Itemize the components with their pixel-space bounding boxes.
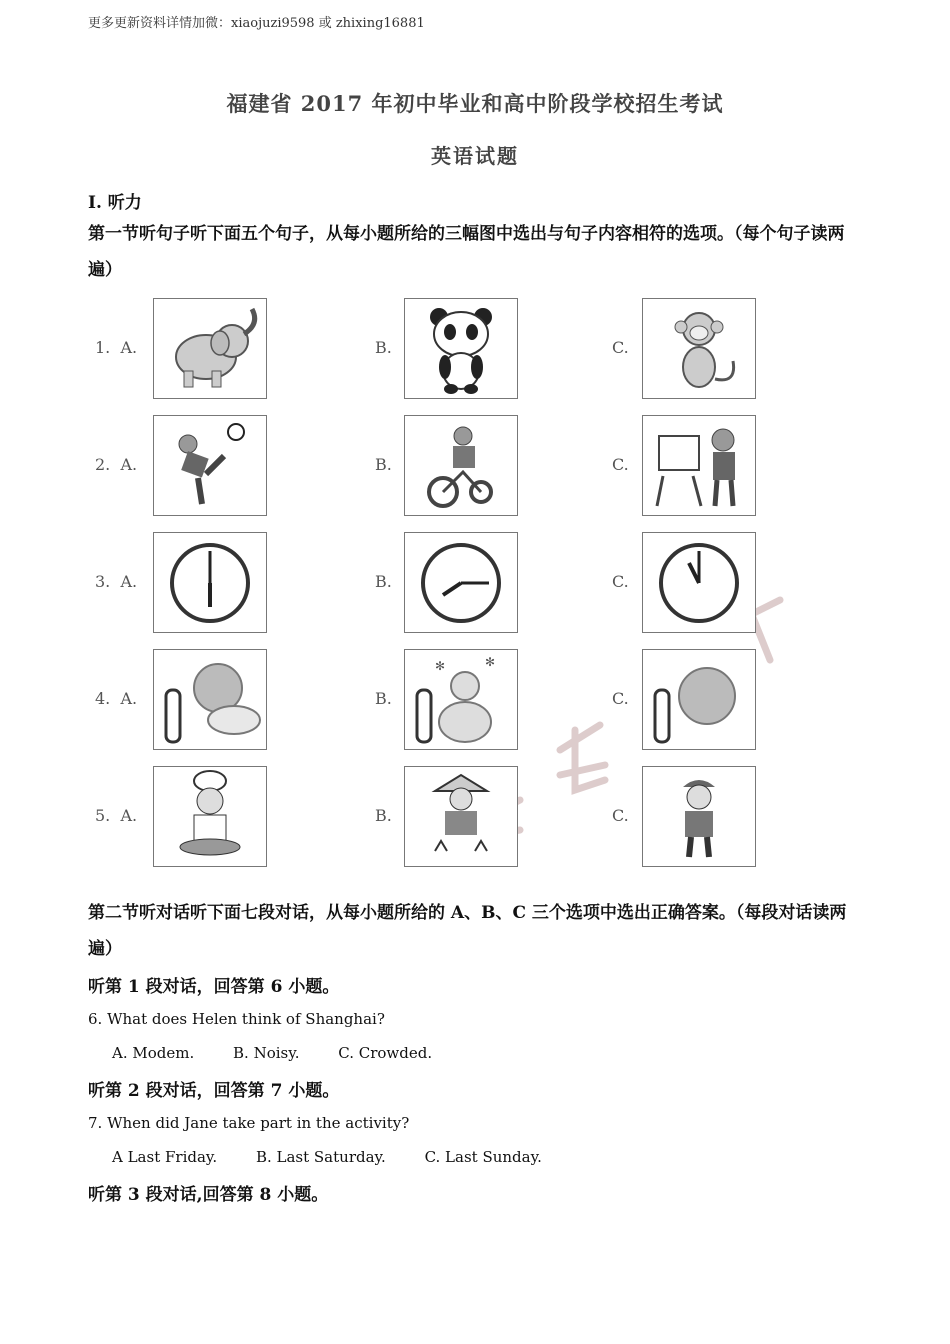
q1-option-c-monkey[interactable]	[642, 298, 756, 399]
q5-option-a-cook[interactable]	[153, 766, 267, 867]
q2-c-label: C.	[612, 455, 629, 474]
q4-option-c-sunny[interactable]	[642, 649, 756, 750]
bike-rider-icon	[405, 416, 517, 515]
q3-c-label: C.	[612, 572, 629, 591]
header-note: 更多更新资料详情加微：xiaojuzi9598 或 zhixing16881	[88, 16, 425, 31]
q1-number: 1. A.	[95, 338, 138, 357]
farmer-icon	[405, 767, 517, 866]
q7-option-a[interactable]: A Last Friday.	[112, 1148, 218, 1166]
worker-icon	[643, 767, 755, 866]
dialog1-instruction: 听第 1 段对话，回答第 6 小题。	[88, 977, 340, 997]
q3-option-c-clock[interactable]	[642, 532, 756, 633]
q3-b-label: B.	[375, 572, 392, 591]
q2-option-b-bike[interactable]	[404, 415, 518, 516]
q3-option-a-clock[interactable]	[153, 532, 267, 633]
q4-option-b-snowy[interactable]	[404, 649, 518, 750]
q3-option-b-clock[interactable]	[404, 532, 518, 633]
q1-option-a-elephant[interactable]	[153, 298, 267, 399]
exam-title: 福建省 2017 年初中毕业和高中阶段学校招生考试	[226, 91, 724, 116]
q4-number: 4. A.	[95, 689, 138, 708]
soccer-player-icon	[154, 416, 266, 515]
q6-option-c[interactable]: C. Crowded.	[338, 1044, 433, 1062]
q6-option-a[interactable]: A. Modem.	[112, 1044, 195, 1062]
elephant-icon	[154, 299, 266, 398]
part1-heading: I. 听力	[88, 193, 142, 213]
cloudy-weather-icon	[154, 650, 266, 749]
svg-text:✻: ✻	[485, 655, 496, 669]
exam-subtitle: 英语试题	[431, 144, 519, 168]
q7-question: 7. When did Jane take part in the activity?	[88, 1114, 410, 1132]
panda-icon	[405, 299, 517, 398]
q2-option-a-soccer[interactable]	[153, 415, 267, 516]
q1-b-label: B.	[375, 338, 392, 357]
q2-number: 2. A.	[95, 455, 138, 474]
q4-option-a-cloudy[interactable]	[153, 649, 267, 750]
q3-number: 3. A.	[95, 572, 138, 591]
q1-c-label: C.	[612, 338, 629, 357]
section1-instructions: 第一节听句子听下面五个句子，从每小题所给的三幅图中选出与句子内容相符的选项。（每个句子读两遍）	[88, 224, 845, 280]
clock-icon	[405, 533, 517, 632]
q7-options	[112, 1148, 576, 1166]
q4-b-label: B.	[375, 689, 392, 708]
clock-icon	[154, 533, 266, 632]
q5-c-label: C.	[612, 806, 629, 825]
q6-question: 6. What does Helen think of Shanghai?	[88, 1010, 385, 1028]
q5-option-b-farmer[interactable]	[404, 766, 518, 867]
clock-icon	[643, 533, 755, 632]
q2-b-label: B.	[375, 455, 392, 474]
q4-c-label: C.	[612, 689, 629, 708]
q7-option-c[interactable]: C. Last Sunday.	[424, 1148, 542, 1166]
snowy-weather-icon	[405, 650, 517, 749]
q5-b-label: B.	[375, 806, 392, 825]
sunny-weather-icon	[643, 650, 755, 749]
q6-option-b[interactable]: B. Noisy.	[233, 1044, 300, 1062]
q2-option-c-painting[interactable]	[642, 415, 756, 516]
dialog2-instruction: 听第 2 段对话，回答第 7 小题。	[88, 1081, 340, 1101]
painter-icon	[643, 416, 755, 515]
q5-option-c-worker[interactable]	[642, 766, 756, 867]
q5-number: 5. A.	[95, 806, 138, 825]
dialog3-instruction: 听第 3 段对话,回答第 8 小题。	[88, 1185, 329, 1205]
monkey-icon	[643, 299, 755, 398]
svg-text:✻: ✻	[435, 659, 446, 673]
q7-option-b[interactable]: B. Last Saturday.	[255, 1148, 386, 1166]
section2-instructions: 第二节听对话听下面七段对话，从每小题所给的 A、B、C 三个选项中选出正确答案。（每段对话读两遍）	[88, 903, 847, 959]
q6-options	[112, 1044, 466, 1062]
q1-option-b-panda[interactable]	[404, 298, 518, 399]
cook-icon	[154, 767, 266, 866]
